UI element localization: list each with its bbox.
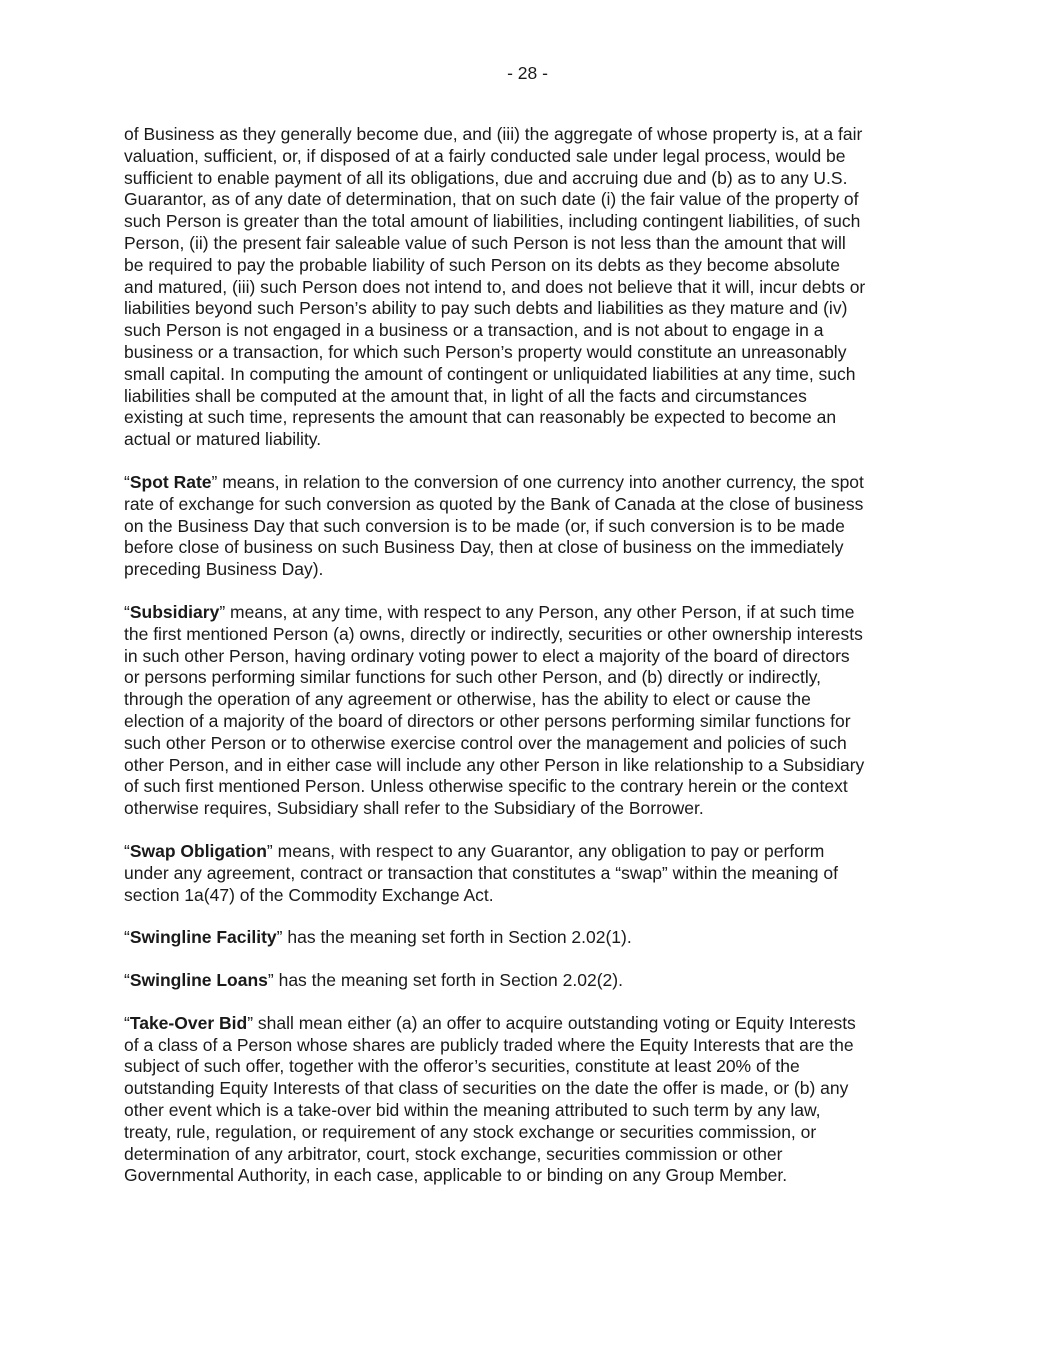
open-quote: “	[124, 1012, 130, 1033]
definition-text: ” has the meaning set forth in Section 2.02(1).	[276, 927, 632, 948]
document-body	[124, 124, 936, 1208]
definition-text: ” means, with respect to any Guarantor, any obligation to pay or perform under any agreement, contract or transaction that constitutes a “swap” within the meaning of section 1a(47) of the Commodity Exchange Act.	[124, 840, 838, 905]
open-quote: “	[124, 601, 130, 622]
definition-spot-rate	[124, 472, 936, 581]
defined-term: Swingline Loans	[129, 970, 268, 991]
defined-term: Take-Over Bid	[129, 1012, 248, 1033]
definition-subsidiary	[124, 602, 936, 820]
definition-text: ” means, in relation to the conversion of one currency into another currency, the spot rate of exchange for such conversion as quoted by the Bank of Canada at the close of business on the Business Day that such conversion is to be made (or, if such conversion is to be made before close of business on such Business Day, then at close of business on the immediately preceding Business Day).	[124, 471, 864, 580]
defined-term: Subsidiary	[129, 601, 220, 622]
definition-text: ” shall mean either (a) an offer to acquire outstanding voting or Equity Interests of a class of a Person whose shares are publicly traded where the Equity Interests that are the subject of such offer, together with the offeror’s securities, constitute at least 20% of the outstanding Equity Interests of that class of securities on the date the offer is made, or (b) any other event which is a take-over bid within the meaning attributed to such term by any law, treaty, rule, regulation, or requirement of any stock exchange or securities commission, or determination of any arbitrator, court, stock exchange, securities commission or other Governmental Authority, in each case, applicable to or binding on any Group Member.	[124, 1012, 856, 1186]
continued-definition-paragraph: of Business as they generally become due, and (iii) the aggregate of whose property is, at a fair valuation, sufficient, or, if disposed of at a fairly conducted sale under legal process, would be sufficient to enable payment of all its obligations, due and accruing due and (b) as to any U.S. Guarantor, as of any date of determination, that on such date (i) the fair value of the property of such Person is greater than the total amount of liabilities, including contingent liabilities, of such Person, (ii) the present fair saleable value of such Person is not less than the amount that will be required to pay the probable liability of such Person on its debts as they become absolute and matured, (iii) such Person does not intend to, and does not believe that it will, incur debts or liabilities beyond such Person’s ability to pay such debts and liabilities as they mature and (iv) such Person is not engaged in a business or a transaction, and is not about to engage in a business or a transaction, for which such Person’s property would constitute an unreasonably small capital. In computing the amount of contingent or unliquidated liabilities at any time, such liabilities shall be computed at the amount that, in light of all the facts and circumstances existing at such time, represents the amount that can reasonably be expected to become an actual or matured liability.	[124, 124, 866, 450]
definition-swingline-loans	[124, 970, 936, 992]
definition-text: ” has the meaning set forth in Section 2.02(2).	[267, 970, 623, 991]
open-quote: “	[124, 840, 130, 861]
definition-swingline-facility	[124, 927, 936, 949]
defined-term: Swingline Facility	[129, 927, 277, 948]
open-quote: “	[124, 970, 130, 991]
open-quote: “	[124, 927, 130, 948]
defined-term: Spot Rate	[129, 471, 212, 492]
page-number: - 28 -	[507, 63, 548, 83]
definition-text: ” means, at any time, with respect to any Person, any other Person, if at such time the first mentioned Person (a) owns, directly or indirectly, securities or other ownership interests in such other Person, having ordinary voting power to elect a majority of the board of directors or persons performing similar functions for such other Person, and (b) directly or indirectly, through the operation of any agreement or otherwise, has the ability to elect or cause the election of a majority of the board of directors or other persons performing similar functions for such other Person or to otherwise exercise control over the management and policies of such other Person, and in either case will include any other Person in like relationship to a Subsidiary of such first mentioned Person. Unless otherwise specific to the contrary herein or the context otherwise requires, Subsidiary shall refer to the Subsidiary of the Borrower.	[124, 601, 865, 819]
open-quote: “	[124, 471, 130, 492]
definition-swap-obligation	[124, 841, 936, 906]
defined-term: Swap Obligation	[129, 840, 267, 861]
definition-take-over-bid	[124, 1013, 936, 1187]
